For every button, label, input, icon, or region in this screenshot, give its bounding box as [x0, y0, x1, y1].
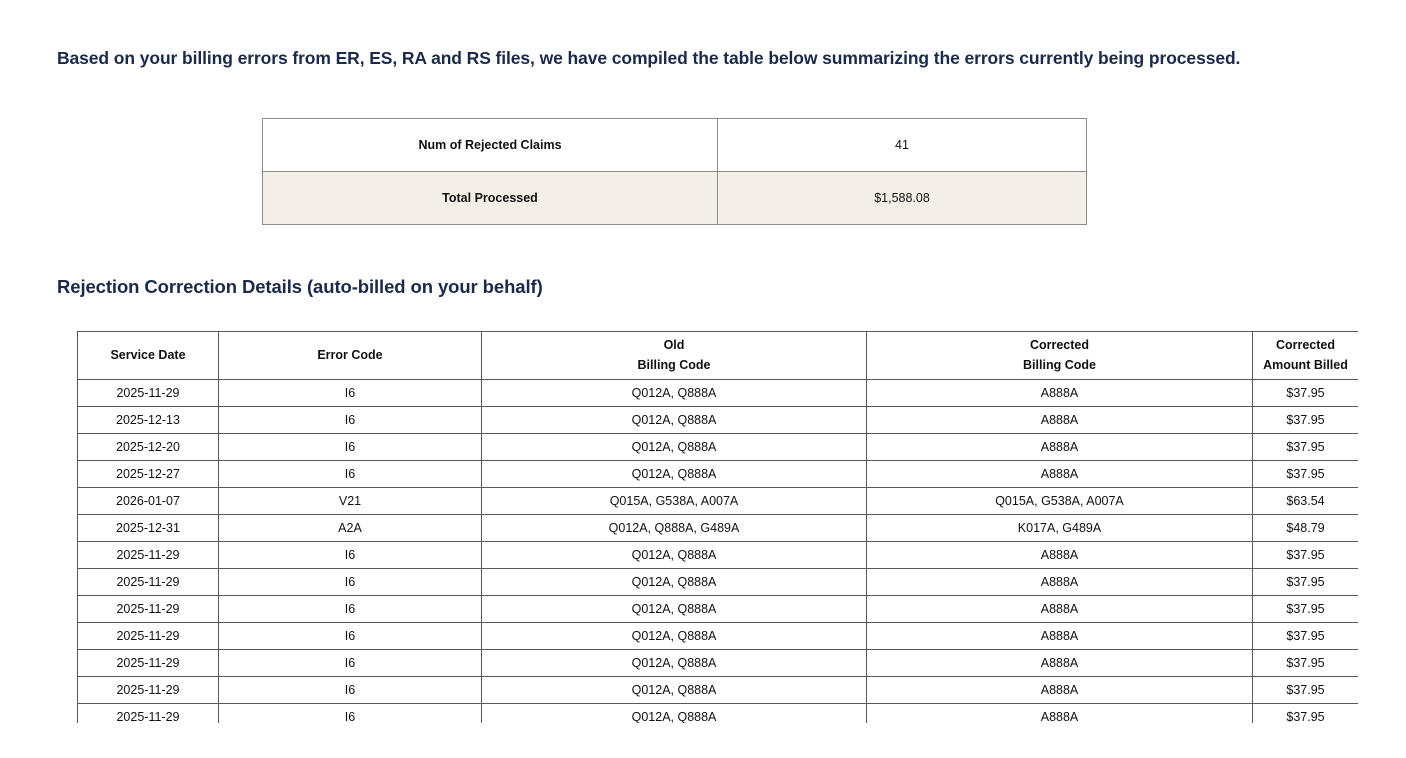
column-header-corrected-amount-billed-line1: Corrected [1275, 338, 1336, 353]
table-row [78, 515, 1359, 542]
summary-value-rejected-claims: 41 [718, 119, 1087, 172]
cell-old-billing-code: Q012A, Q888A [482, 569, 867, 596]
table-row [78, 569, 1359, 596]
section-heading-rejection-correction-details: Rejection Correction Details (auto-billed on your behalf) [57, 276, 543, 297]
table-row [78, 596, 1359, 623]
cell-old-billing-code: Q012A, Q888A [482, 434, 867, 461]
column-header-corrected-amount-billed [1253, 332, 1359, 380]
cell-old-billing-code: Q012A, Q888A [482, 380, 867, 407]
cell-corrected-amount-billed: $37.95 [1253, 623, 1359, 650]
rejection-correction-details-table [77, 331, 1358, 723]
cell-error-code: I6 [219, 461, 482, 488]
cell-corrected-billing-code: A888A [867, 650, 1253, 677]
cell-corrected-amount-billed: $37.95 [1253, 380, 1359, 407]
cell-corrected-billing-code: Q015A, G538A, A007A [867, 488, 1253, 515]
cell-corrected-billing-code: A888A [867, 407, 1253, 434]
cell-corrected-amount-billed: $48.79 [1253, 515, 1359, 542]
cell-service-date: 2025-11-29 [78, 704, 219, 724]
column-header-error-code-line1: Error Code [317, 347, 383, 362]
cell-service-date: 2026-01-07 [78, 488, 219, 515]
table-row [78, 407, 1359, 434]
table-row [78, 488, 1359, 515]
cell-corrected-amount-billed: $37.95 [1253, 407, 1359, 434]
cell-old-billing-code: Q012A, Q888A [482, 677, 867, 704]
table-row [78, 623, 1359, 650]
column-header-corrected-billing-code [867, 332, 1253, 380]
table-row [78, 677, 1359, 704]
table-row [78, 434, 1359, 461]
cell-service-date: 2025-11-29 [78, 650, 219, 677]
cell-service-date: 2025-11-29 [78, 677, 219, 704]
cell-service-date: 2025-11-29 [78, 380, 219, 407]
cell-service-date: 2025-11-29 [78, 569, 219, 596]
summary-table-body [263, 119, 1087, 225]
cell-error-code: I6 [219, 569, 482, 596]
cell-error-code: A2A [219, 515, 482, 542]
cell-corrected-amount-billed: $37.95 [1253, 596, 1359, 623]
cell-corrected-billing-code: A888A [867, 569, 1253, 596]
cell-corrected-billing-code: A888A [867, 596, 1253, 623]
table-row [78, 461, 1359, 488]
cell-error-code: V21 [219, 488, 482, 515]
summary-label-rejected-claims: Num of Rejected Claims [263, 119, 718, 172]
cell-corrected-billing-code: A888A [867, 434, 1253, 461]
cell-service-date: 2025-11-29 [78, 542, 219, 569]
column-header-corrected-billing-code-line2: Billing Code [1023, 357, 1096, 372]
cell-corrected-billing-code: A888A [867, 380, 1253, 407]
cell-service-date: 2025-11-29 [78, 596, 219, 623]
intro-heading: Based on your billing errors from ER, ES, RA and RS files, we have compiled the table below summarizing the errors currently being processed. [57, 48, 1241, 68]
cell-error-code: I6 [219, 380, 482, 407]
cell-service-date: 2025-12-20 [78, 434, 219, 461]
cell-corrected-amount-billed: $37.95 [1253, 542, 1359, 569]
cell-corrected-billing-code: A888A [867, 623, 1253, 650]
cell-error-code: I6 [219, 542, 482, 569]
cell-corrected-billing-code: A888A [867, 677, 1253, 704]
cell-old-billing-code: Q012A, Q888A [482, 542, 867, 569]
column-header-old-billing-code-line2: Billing Code [637, 357, 711, 372]
cell-corrected-billing-code: A888A [867, 461, 1253, 488]
summary-label-total-processed: Total Processed [263, 172, 718, 225]
table-row [78, 380, 1359, 407]
cell-error-code: I6 [219, 704, 482, 724]
details-table-body [78, 380, 1359, 724]
cell-error-code: I6 [219, 596, 482, 623]
column-header-error-code [219, 332, 482, 380]
cell-old-billing-code: Q012A, Q888A [482, 650, 867, 677]
cell-service-date: 2025-12-27 [78, 461, 219, 488]
cell-old-billing-code: Q012A, Q888A [482, 596, 867, 623]
cell-corrected-amount-billed: $37.95 [1253, 569, 1359, 596]
cell-error-code: I6 [219, 407, 482, 434]
cell-corrected-amount-billed: $37.95 [1253, 677, 1359, 704]
cell-corrected-amount-billed: $37.95 [1253, 461, 1359, 488]
cell-old-billing-code: Q012A, Q888A [482, 461, 867, 488]
cell-corrected-billing-code: A888A [867, 542, 1253, 569]
summary-row-total-processed [263, 172, 1087, 225]
column-header-old-billing-code [482, 332, 867, 380]
cell-old-billing-code: Q012A, Q888A [482, 704, 867, 724]
cell-old-billing-code: Q012A, Q888A [482, 623, 867, 650]
cell-corrected-amount-billed: $63.54 [1253, 488, 1359, 515]
cell-error-code: I6 [219, 623, 482, 650]
summary-table [262, 118, 1087, 225]
cell-old-billing-code: Q015A, G538A, A007A [482, 488, 867, 515]
cell-corrected-amount-billed: $37.95 [1253, 434, 1359, 461]
table-row [78, 542, 1359, 569]
cell-service-date: 2025-11-29 [78, 623, 219, 650]
cell-corrected-billing-code: A888A [867, 704, 1253, 724]
column-header-service-date-line1: Service Date [110, 347, 186, 362]
cell-service-date: 2025-12-13 [78, 407, 219, 434]
cell-service-date: 2025-12-31 [78, 515, 219, 542]
summary-row-rejected-claims [263, 119, 1087, 172]
cell-error-code: I6 [219, 677, 482, 704]
column-header-old-billing-code-line1: Old [663, 338, 685, 353]
cell-error-code: I6 [219, 434, 482, 461]
column-header-corrected-amount-billed-line2: Amount Billed [1263, 357, 1348, 372]
cell-old-billing-code: Q012A, Q888A [482, 407, 867, 434]
summary-value-total-processed: $1,588.08 [718, 172, 1087, 225]
details-table-head [78, 332, 1359, 380]
cell-corrected-amount-billed: $37.95 [1253, 650, 1359, 677]
cell-error-code: I6 [219, 650, 482, 677]
cell-corrected-billing-code: K017A, G489A [867, 515, 1253, 542]
cell-corrected-amount-billed: $37.95 [1253, 704, 1359, 724]
details-header-row [78, 332, 1359, 380]
table-row [78, 650, 1359, 677]
details-table-container [77, 331, 1358, 723]
cell-old-billing-code: Q012A, Q888A, G489A [482, 515, 867, 542]
column-header-corrected-billing-code-line1: Corrected [1029, 338, 1090, 353]
column-header-service-date [78, 332, 219, 380]
table-row [78, 704, 1359, 724]
